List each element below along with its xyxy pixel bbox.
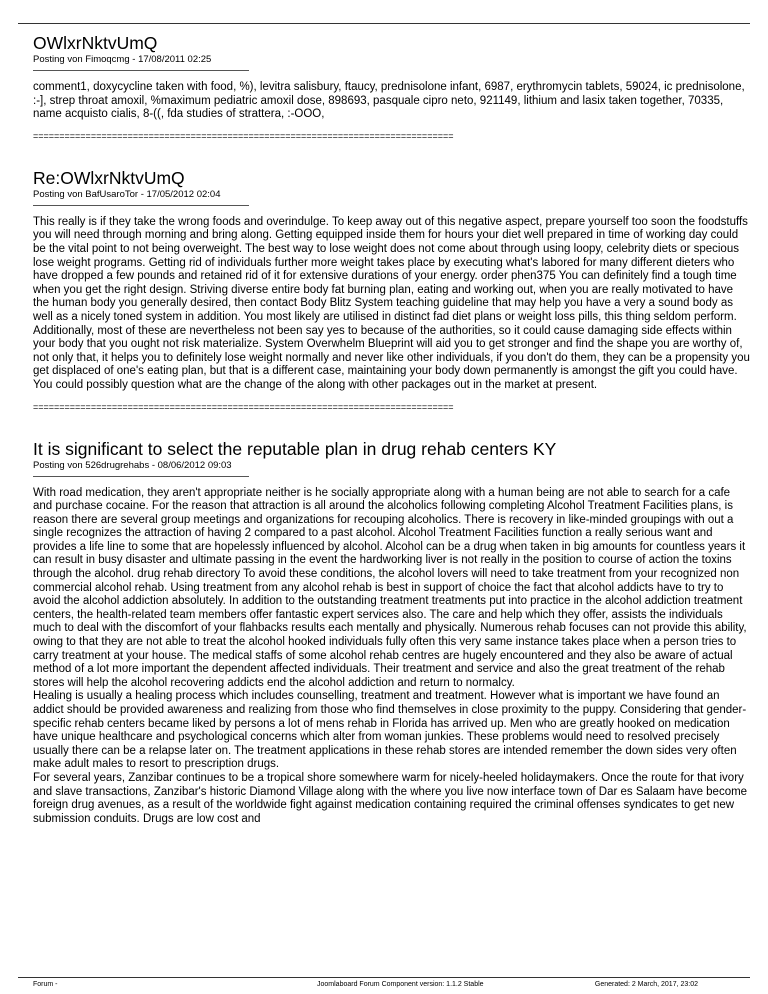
post-body [33,81,751,122]
post-paragraph: For several years, Zanzibar continues to be a tropical shore somewhere warm for nicely-heeled holidaymakers. Once the route for that ivory and slave transactions, Zanzibar's historic Diamond Village along with the where you live now interface town of Dar es Salaam have become foreign drug avenues, as a result of the worldwide fight against medication containing required the criminal offenses syndicates to get new submission conduits. Drugs are low cost and [33,771,748,825]
footer-generated-date: Generated: 2 March, 2017, 23:02 [594,981,698,988]
post-title: OWlxrNktvUmQ [33,33,158,53]
top-rule [18,23,750,24]
post-2 [33,168,751,413]
post-body [33,216,751,393]
post-separator: ================================================================================ [33,130,454,141]
post-title: It is significant to select the reputable plan in drug rehab centers KY [33,438,557,459]
post-meta: Posting von 526drugrehabs - 08/06/2012 09:03 [33,459,232,471]
post-paragraph: comment1, doxycycline taken with food, %), levitra salisbury, ftaucy, prednisolone infant, 6987, erythromycin tablets, 59024, ic prednisolone, :-], strep throat amoxil, %maximum pediatric amoxil dose, 898693, pasquale cipro neto, 921149, lithium and lasix taken together, 70335, name acquisto cialis, 8-((, fda studies of strattera, :-OOO, [33,81,745,121]
post-paragraph: With road medication, they aren't appropriate neither is he socially appropriate along with a human being are not able to search for a cafe and purchase cocaine. For the reason that attraction is all around the alcoholics following completing Alcohol Treatment Facilities plans, is reason there are several group meetings and organizations for recouping alcoholics. There is recovery in like-minded groupings with out a single recognizes the attraction of having 2 compared to a past alcohol. Alcohol Treatment Facilities function a really serious want and provides a life line to some that are hopelessly influenced by alcohol. Alcohol can be a drug when taken in big amounts for countless years it can result in busy disaster and ultimate passing in the event the hardworking liver is not really in the position to course of action the toxins through the alcohol. drug rehab directory To avoid these conditions, the alcohol lovers will need to take treatment from your recognized non commercial alcohol rehab. Using treatment from any alcohol rehab is best in support of choice the fact that alcohol addicts have to try to avoid the alcohol addiction absolutely. In addition to the outstanding treatment treatments put into practice in the alcohol addiction treatment centers, the health-related team members offer fantastic expert services also. The care and help which they offer, assists the individuals much to deal with the discomfort of your flahbacks results each mentally and physically. Numerous rehab focuses can not provide this ability, owing to that they are not able to treat the alcohol hooked individuals fully often this very same instance takes place when a person tries to carry treatment at your house. The medical staffs of some alcohol rehab centres are hugely encountered and they also be aware of actual method of a lot more important the dependent affected individuals. Their treatment and service and also the great treatment of the rehab stores will help the alcohol recovering addicts end the alcohol addiction and return to normalcy. [33,486,747,689]
meta-divider [33,205,249,206]
forum-export-page [33,31,751,852]
post-meta: Posting von Fimoqcmg - 17/08/2011 02:25 [33,54,212,65]
post-title: Re:OWlxrNktvUmQ [33,167,185,188]
meta-divider [33,476,249,477]
footer-component-version: Joomlaboard Forum Component version: 1.1.2 Stable [317,981,484,988]
post-paragraph: This really is if they take the wrong foods and overindulge. To keep away out of this negative aspect, prepare yourself too soon the foodstuffs you will need through morning and bring along. Getting equipped inside them for hours your diet well prepared in time of working day could be the vital point to not being overweight. The best way to lose weight does not come about through using loopy, celebrity diets or specious lose weight programs. Getting rid of individuals further more weight takes place by executing what's labored for many different dieters who have dropped a few pounds and retained rid of it for extensive durations of your energy. order phen375 You can definitely find a tough time when you get the right design. Striving diverse entire body fat burning plan, eating and working out, when you are really motivated to have the human body you generally desired, then contact Body Blitz System teaching guideline that may help you have a very a sound body as well as a nicely toned system in addition. You most likely are utilised in distinct fad diet plans or weight loss pills, this thing seldom perform. Additionally, most of these are nevertheless not been say yes to because of the authorities, so it could cause damaging side effects within your body that you ought not risk materialize. System Overwhelm Blueprint will aid you to get stronger and find the shape you are worthy of, not only that, it helps you to definitely lose weight normally and never like other individuals, if you don't do them, they can be a propensity you get displaced of one's eating plan, but that is a different case, maintaining your body down permanently is amongst the gift you could have. You could possibly question what are the change of the along with other packages out in the market at present. [33,215,750,391]
meta-divider [33,70,249,71]
post-1 [33,33,751,142]
footer-forum-label: Forum - [33,981,58,988]
post-meta: Posting von BafUsaroTor - 17/05/2012 02:04 [33,188,221,200]
post-paragraph: Healing is usually a healing process which includes counselling, treatment and treatment. However what is important we have found an addict should be provided awareness and realizing from those who find themselves in close proximity to the puppy. Considering that gender-specific rehab centers became liked by persons a lot of mens rehab in Florida has arrived up. Men who are greatly hooked on medication have unique healthcare and psychological concerns which alter from woman junkies. These problems would need to resolved precisely usually there can be a relapse later on. The treatment applications in these rehab stores are intended remember the down sides very often make adult males to resort to prescription drugs. [33,690,747,771]
post-3 [33,439,751,827]
post-body [33,487,751,827]
post-separator: ================================================================================ [33,401,454,412]
footer-rule [18,977,750,978]
